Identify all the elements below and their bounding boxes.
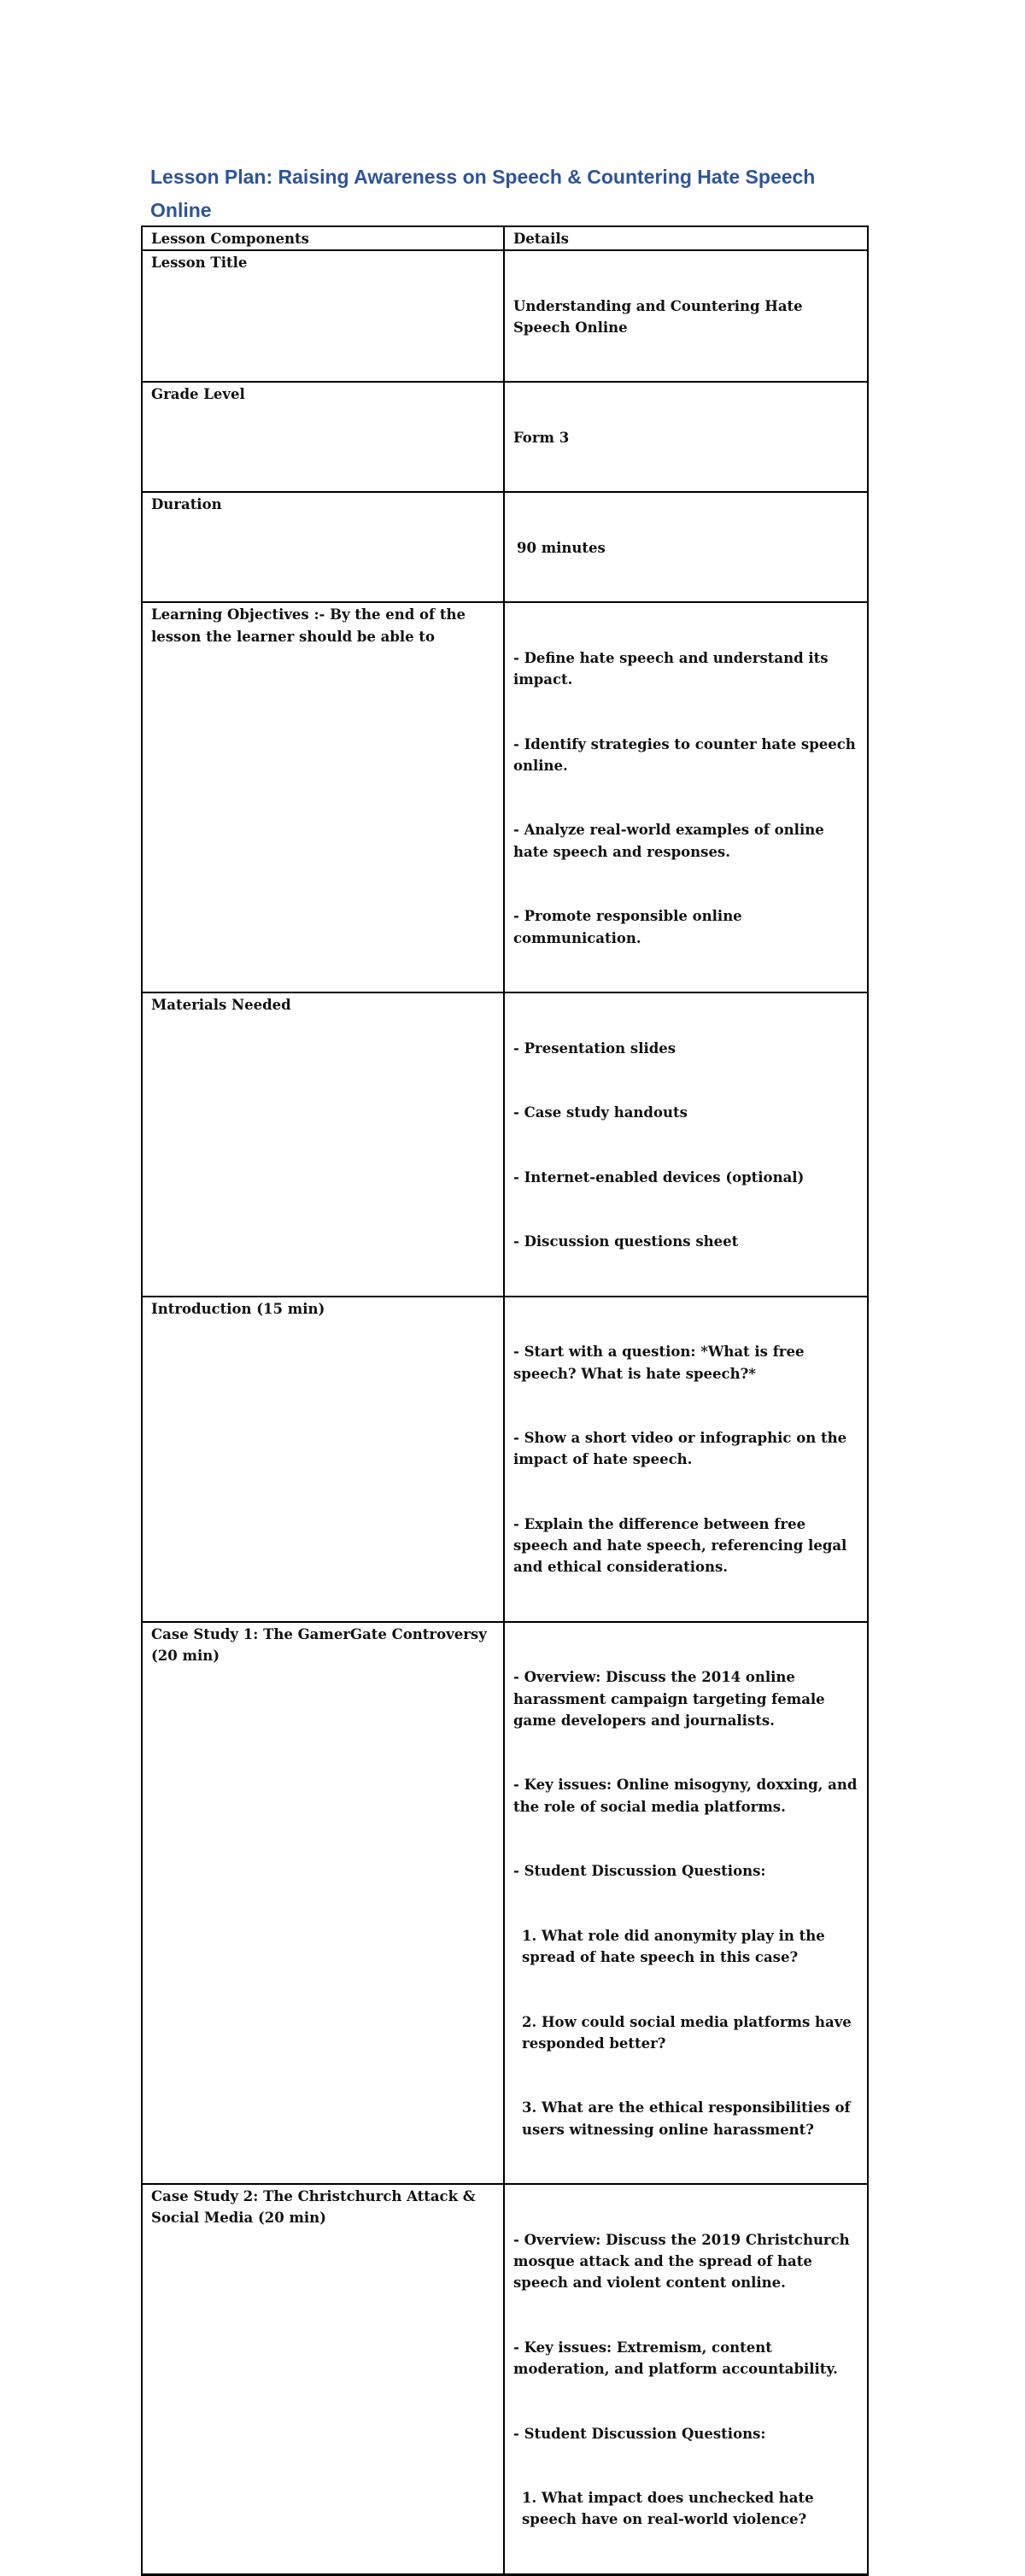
- detail-line: - Overview: Discuss the 2014 online harassment campaign targeting female game developers and journalists.: [513, 1669, 830, 1729]
- row-component-label: Case Study 2: The Christchurch Attack & Social Media (20 min): [142, 2184, 504, 2574]
- table-row: [142, 2184, 868, 2574]
- table-row: [142, 382, 868, 492]
- detail-line: - Overview: Discuss the 2019 Christchurch mosque attack and the spread of hate speech and violent content online.: [513, 2231, 855, 2292]
- detail-line: - Define hate speech and understand its impact.: [513, 649, 834, 688]
- lesson-plan-table: [141, 225, 869, 2576]
- detail-line: - Case study handouts: [513, 1104, 688, 1121]
- detail-line: - Student Discussion Questions:: [513, 1863, 766, 1880]
- row-details: [504, 1622, 868, 2184]
- detail-line: - Start with a question: *What is free speech? What is hate speech?*: [513, 1344, 810, 1382]
- detail-line: - Student Discussion Questions:: [513, 2425, 766, 2442]
- detail-line: - Explain the difference between free speech and hate speech, referencing legal and ethical considerations.: [513, 1515, 852, 1576]
- table-row: [142, 602, 868, 992]
- row-details: [504, 992, 868, 1297]
- table-row: [142, 250, 868, 382]
- discussion-question: 1. What role did anonymity play in the spread of hate speech in this case?: [522, 1927, 830, 1966]
- row-component-label: Grade Level: [142, 382, 504, 492]
- row-component-label: Duration: [142, 492, 504, 602]
- detail-line: Form 3: [513, 429, 570, 446]
- row-component-label: Materials Needed: [142, 992, 504, 1297]
- detail-line: Understanding and Countering Hate Speech Online: [513, 297, 808, 336]
- discussion-question: 1. What impact does unchecked hate speech have on real-world violence?: [522, 2490, 819, 2528]
- detail-line: - Key issues: Extremism, content moderation, and platform accountability.: [513, 2339, 838, 2377]
- row-component-label: Lesson Title: [142, 250, 504, 382]
- header-lesson-components: Lesson Components: [142, 226, 504, 250]
- row-component-label: Case Study 1: The GamerGate Controversy (20 min): [142, 1622, 504, 2184]
- table-row: [142, 1297, 868, 1622]
- table-row: [142, 1622, 868, 2184]
- row-details: [504, 492, 868, 602]
- row-component-label: Introduction (15 min): [142, 1297, 504, 1622]
- table-row: [142, 492, 868, 602]
- row-details: [504, 2184, 868, 2574]
- row-details: [504, 250, 868, 382]
- discussion-question: 2. How could social media platforms have responded better?: [522, 2013, 857, 2052]
- row-details: [504, 1297, 868, 1622]
- discussion-question: 3. What are the ethical responsibilities of users witnessing online harassment?: [522, 2099, 856, 2138]
- row-component-label: Learning Objectives :- By the end of the lesson the learner should be able to: [142, 602, 504, 992]
- row-details: [504, 602, 868, 992]
- row-details: [504, 382, 868, 492]
- detail-line: - Presentation slides: [513, 1039, 676, 1057]
- detail-line: - Promote responsible online communication.: [513, 908, 747, 946]
- document-title: Lesson Plan: Raising Awareness on Speech & Countering Hate Speech Online: [150, 166, 816, 221]
- detail-line: - Identify strategies to counter hate speech online.: [513, 735, 861, 774]
- detail-line: - Discussion questions sheet: [513, 1233, 739, 1250]
- detail-line: - Analyze real-world examples of online hate speech and responses.: [513, 822, 829, 860]
- header-details: Details: [504, 226, 868, 250]
- detail-line: - Show a short video or infographic on the impact of hate speech.: [513, 1430, 852, 1468]
- detail-line: - Internet-enabled devices (optional): [513, 1168, 805, 1186]
- table-row: [142, 992, 868, 1297]
- detail-line: - Key issues: Online misogyny, doxxing, and the role of social media platforms.: [513, 1777, 863, 1815]
- table-header-row: [142, 226, 868, 250]
- detail-line: 90 minutes: [517, 539, 606, 556]
